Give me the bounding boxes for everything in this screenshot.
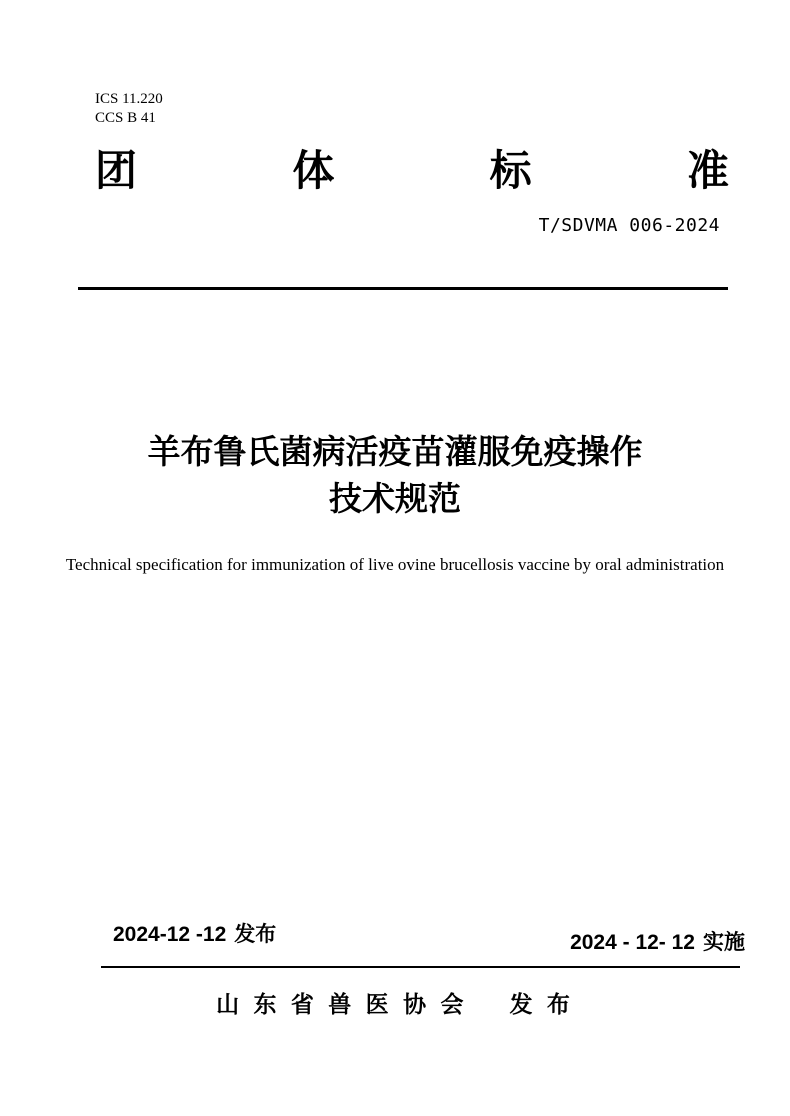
- classification-codes: [95, 90, 163, 128]
- issue-label: 发 布: [509, 991, 574, 1017]
- ccs-code: CCS B 41: [95, 110, 156, 126]
- footer-divider-rule: [101, 966, 740, 968]
- implement-date: 2024 - 12- 12: [570, 931, 695, 954]
- release-label: 发布: [234, 923, 277, 946]
- top-divider-rule: [78, 287, 728, 290]
- doc-title-en: Technical specification for immunization of live ovine brucellosis vaccine by oral administration: [65, 555, 725, 574]
- standard-type-banner: [95, 148, 729, 194]
- implement-label: 实施: [703, 931, 745, 954]
- standard-type-char: 团: [95, 147, 138, 194]
- ics-code: ICS 11.220: [95, 91, 163, 107]
- doc-title-cn-line2: 技术规范: [329, 480, 461, 517]
- implement-date-row: [570, 926, 745, 956]
- release-date: 2024-12 -12: [113, 923, 227, 946]
- standard-type-char: 体: [292, 147, 335, 194]
- release-date-row: [113, 918, 276, 948]
- issuer-row: [0, 986, 790, 1019]
- doc-title-cn-line1: 羊布鲁氏菌病活疫苗灌服免疫操作: [147, 433, 643, 470]
- issuer-name: 山 东 省 兽 医 协 会: [216, 991, 468, 1017]
- standard-type-char: 准: [686, 147, 729, 194]
- standard-type-char: 标: [489, 147, 532, 194]
- doc-number: T/SDVMA 006-2024: [538, 215, 720, 236]
- doc-title-cn: [0, 428, 790, 522]
